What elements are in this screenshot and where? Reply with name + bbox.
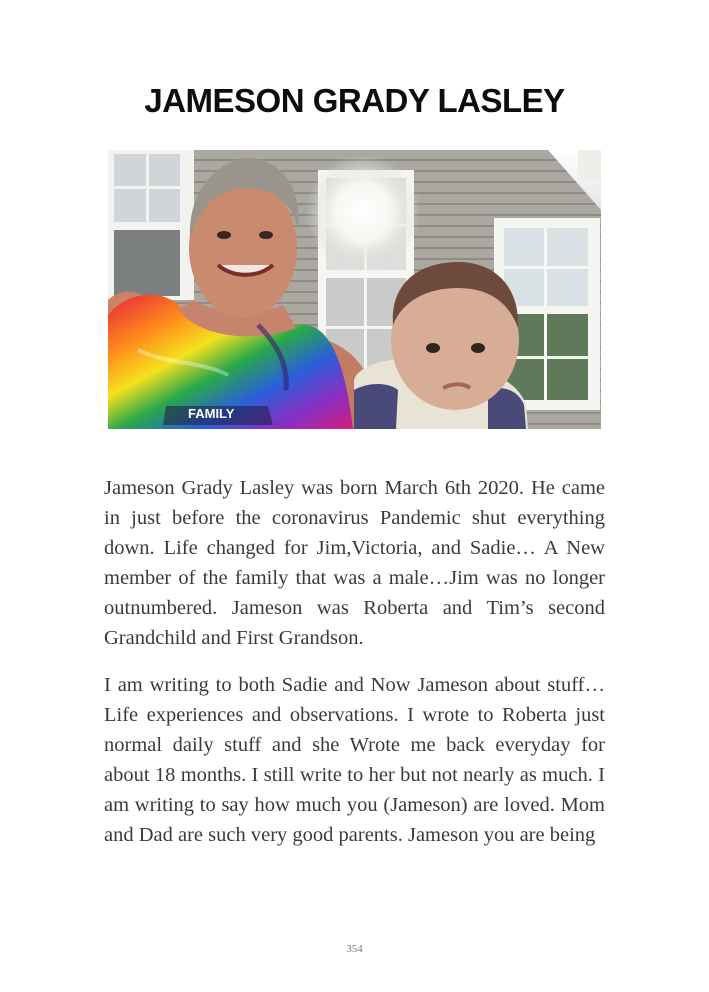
paragraph: Jameson Grady Lasley was born March 6th 2020. He came in just before the coronavirus Pandemic shut everything down. Life changed for Jim,Victoria, and Sadie… A New member of the family that was a male…Jim was no longer outnumbered. Jameson was Roberta and Tim’s second Grandchild and First Grandson. [104,477,605,649]
family-photo [108,150,601,429]
page-number: 354 [346,943,363,955]
paragraph: I am writing to both Sadie and Now Jameson about stuff… Life experiences and observations. I wrote to Roberta just normal daily stuff and she Wrote me back everyday for about 18 months. I still write to her but not nearly as much. I am writing to say how much you (Jameson) are loved. Mom and Dad are such very good parents. Jameson you are being [104,674,605,846]
body-text [104,473,605,867]
photo-illustration [108,150,601,429]
page-title: JAMESON GRADY LASLEY [144,82,565,119]
left-window [108,150,194,300]
shirt-text: FAMILY [188,406,235,421]
